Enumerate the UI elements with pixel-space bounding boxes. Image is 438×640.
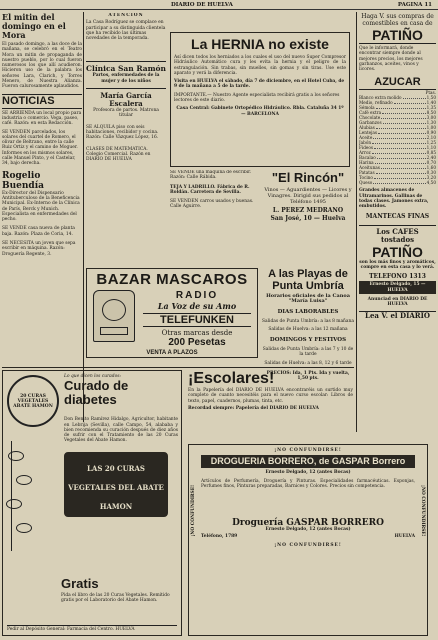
patino-brand-2: PATIÑO [372,243,423,260]
notice-arriendo: SE ARRIENDA un local propio para industria o comercio. Vega, paseo, café. Razón: en esta Redacción. [2,110,82,127]
price-item-name: Chocolate [359,115,381,121]
patino-intro: Haga V. sus compras de comestibles en casa de [361,13,434,27]
price-item-name: Patatas [359,170,375,176]
price-item-value: 1,60 [426,165,436,171]
page-header [0,0,438,10]
almacen-text: Grandes almacenes de Ultramarinos. Gallinas de todas clases. Jamones extra, embutidos. [359,188,429,210]
price-item-value: 1,00 [426,125,436,131]
playas-title: A las Playas de Punta Umbría [268,268,348,292]
price-item-value: 3,20 [426,175,436,181]
radio-illustration [93,290,135,342]
playas-row-1: Salidas de Punta Umbría: a las 8 mañana [262,318,354,324]
atencion-title: ATENCION [108,13,144,18]
notice-venden: SE VENDEN parcelados, los solares del cuartel de Romero, el olivar de Beltrano, entre la calle Ruiz Ortiz y el camino de Moguer. Informes en los mismos solares, calle Manuel Pinto, y el Castelar, 34, bajo derecha. [2,129,78,167]
drogueria-phone: Teléfono, 1789 [201,534,238,540]
price-item-value: 0,85 [426,150,436,156]
drogueria-side-left: ¡NO CONFUNDIRSE! [191,485,196,537]
bazar-slogan: La Voz de su Amo [157,301,237,311]
price-item-value: 2,40 [426,155,436,161]
price-item-name: Tocino [359,175,373,181]
price-item-name: Queso [359,180,373,186]
price-item-name: Alubias [359,125,375,131]
doctor-name: Rogelio Buendía [2,170,44,191]
notices-title: NOTICIAS [2,94,82,109]
header-title: DIARIO DE HUELVA [171,1,233,8]
alquila-notice: SE ALQUILA piso con seis habitaciones, recibidor y cocina. Razón: Calle Vázquez López, 16. [86,124,159,141]
price-item-value: 1,25 [426,140,436,146]
price-item-name: Fideos [359,145,374,151]
hernia-title: La HERNIA no existe [191,36,329,52]
playas-prices: PRECIOS: Ida, 1 Pts. Ida y vuelta, 1,50 pts. [266,371,350,382]
column-2 [86,13,166,288]
patino-address: Ernesto Delgado, 15 — HUELVA [359,281,436,294]
price-item-value: 1,10 [426,145,436,151]
escolares-ad [188,370,353,440]
playas-row-5: Salidas de Huelva: a las 8, 12 y 6 tarde [264,360,352,366]
drogueria-ad [188,444,428,636]
price-item-value: 8,50 [426,110,436,116]
plant-illustration [11,441,56,551]
clinic-sub: Partos, enfermedades de la mujer y de los niños [92,73,160,84]
drogueria-foot-address: Ernesto Delgado, 12 (antes Bocas) [265,527,351,533]
notice-joven: SE NECESITA un joven que sepa escribir en máquina. Razón: Droguería Regente, 3. [2,241,76,257]
maria-name: María García Escalera [86,88,166,108]
playas-row-3: DOMINGOS Y FESTIVOS [269,337,347,344]
doctor-body: Ex-Director del Dispensario Antituberculoso de la Beneficencia Municipal. Ex-Interno de la Clínica de París, Berck y Munich. Especialista en enfermedades del pecho. [2,190,80,223]
curas-body: Don Benito Ramírez Hidalgo, Agricultor, habitante en Lebrija (Sevilla), calle Campo, 54, alababa y bien recomienda su curación después de diez años de sufrir con el Tratamiento de las 20 Curas Vegetales del Abate Hamon. [64,417,178,444]
price-table-head: Ptas. [425,90,436,96]
price-item-name: Aceitunas [359,165,380,171]
price-item-name: Garbanzos [359,120,382,126]
column-1 [2,13,82,423]
escolares-remember: Recordad siempre: Papelería del DIARIO DE HUELVA [188,405,319,411]
price-item-name: Lentejas [359,130,378,136]
price-item-name: Bacalao [359,155,376,161]
anunciad: Anunciad en DIARIO DE HUELVA [367,296,428,308]
rincon-body: Vinos — Aguardientes — Licores y Vinagres. Dirigid sus pedidos al Teléfono 1495 [264,187,352,205]
price-item-name: Jabón [359,140,372,146]
cafes-title: Los CAFES tostados [359,225,436,244]
notice-casa: SE VENDE casa nueva de planta baja. Razón: Plaza de Coria, 14. [2,226,75,237]
curas-seal: 20 CURAS VEGETALES ABATE HAMON [7,375,59,427]
hernia-visit: Visita en HUELVA el sábado, día 7 de diciembre, en el Hotel Cuba, de 9 de la mañana a 5 de la tarde. [174,79,345,90]
price-item-name: Arroz [359,150,371,156]
azucar-title: AZUCAR [359,76,436,90]
gratis-body: Pida el libro de las 20 Curas Vegetales. Remitido gratis por el Laboratorio del Abate Hamon. [61,593,170,604]
price-item-name: Medio, refinado [359,100,393,106]
price-item-name: Blanco extra molido [359,95,402,101]
teja-notice: TEJA Y LADRILLO. Fábrica de R. Roldán. Carretera de Sevilla. [170,184,250,195]
price-item-name: Café extra [359,110,382,116]
curas-title: Curado de diabetes [64,378,129,408]
price-item-value: 1,50 [426,95,436,101]
playas-row-2: Salidas de Huelva: a las 12 mañana [268,326,348,332]
bazar-terms: VENTA A PLAZOS [146,350,198,356]
abate-hamon-ad [2,370,182,636]
drogueria-city: HUELVA [394,534,415,540]
playas-sub: Horarios oficiales de la Canoa "María Luisa" [266,293,350,305]
drogueria-title: DROGUERIA BORRERO, de GASPAR Borrero [201,455,415,468]
bazar-other: Otras marcas desde [161,329,233,337]
maria-sub: Profesora de partos. Matrona titular [93,108,159,119]
price-item-name: Aceite [359,135,373,141]
price-item-value: 1,35 [426,105,436,111]
hernia-ad [170,32,350,167]
clases-notice: CLASES DE MATEMATICA. Colegio Comercial. Razón en DIARIO DE HUELVA [86,146,151,163]
page-number: PAGINA 11 [397,1,432,8]
playas-row-4: Salidas de Punta Umbría: a las 7 y 10 de la tarde [262,347,354,358]
price-item-value: 4,50 [426,180,436,186]
rincon-ad [263,170,353,265]
atencion-body: La Casa Rodríguez se complace en participar a su distinguida clientela que ha recibido las últimas novedades de la temporada. [86,20,166,42]
price-row [359,180,436,185]
drogueria-body: Artículos de Perfumería, Droguería y Pinturas. Especialidades farmacéuticas. Esponjas, Perfumes finos, Pinturas preparadas, Barnices y Colores. Precios sin competencia. [201,478,415,489]
drogueria-address: Ernesto Delgado, 12 (antes Bocas) [265,470,351,476]
bazar-title: BAZAR MASCAROS [96,271,248,288]
patino-text: Que le informará, donde encontrar siempre donde al mejores precios, los mejores garbanzos, aceites, vinos y licores. [359,46,423,73]
curas-footer: Pedir al Depósito General: Farmacia del Centro. HUELVA [7,625,177,632]
carros-notice: SE VENDEN carros usados y buenas. Calle Aguirre. [170,199,254,210]
rincon-owner: L. PEREZ MEDRANO [272,207,344,214]
rincon-title: "El Rincón" [271,170,345,185]
price-item-value: 1,30 [426,120,436,126]
column-3-left [170,170,260,265]
price-item-value: 2,10 [426,135,436,141]
price-item-value: 0,30 [426,170,436,176]
telefunken-brand: TELEFUNKEN [143,313,251,327]
drogueria-side-right: ¡NO CONFUNDIRSE! [420,485,425,537]
article-body: El pasado domingo, a las doce de la mañana, se celebró en el Teatro Mora un mitin de propaganda de nuestro pueblo, por lo cual fueron numerosos los que allí acudieron. Hicieron uso de la palabra los señores Lara, Clarich, y Torres Menero, de Nuestra Alianza. Fueron calurosamente aplaudidos. [2,42,82,90]
clinic-name: Clínica San Ramón [86,61,166,73]
drogueria-foot-title: Droguería GASPAR BORRERO [232,518,384,529]
hernia-address: Casa Central: Gabinete Ortopédico Hidráulico. Rbla. Cataluña 34 1º — BARCELONA [176,106,344,117]
patino-brand-1: PATIÑO [359,27,436,44]
rincon-address: San José, 10 — Huelva [270,215,346,222]
price-item-value: 3,00 [426,115,436,121]
playas-daily: DIAS LABORABLES [277,308,339,315]
escolares-title: ¡Escolares! [188,370,275,387]
price-item-value: 1,40 [426,100,436,106]
hernia-body: Así dicen todos los herniados a los cuales el uso del nuevo Super Compresor Hidráulico Automático cura y les evita la hernia y el peligro de la estrangulación. Sin trabas, sin muelles, sin gomas y sin tiras. Use este aparato y verá la diferencia. [174,55,346,76]
price-item-name: Harina [359,160,374,166]
manteca-title: MANTECAS FINAS [365,212,430,220]
curas-badge: LAS 20 CURAS VEGETALES DEL ABATE HAMON [64,452,168,517]
gratis-title: Gratis [61,576,99,591]
price-table [359,95,436,185]
cafes-text: son los más finos y aromáticos, compre en esta casa y lo verá. [359,259,436,270]
bazar-ad [86,268,258,358]
price-item-name: Sémola [359,105,375,111]
article-title: El mitin del domingo en el Mora [2,13,66,40]
price-item-value: 0,70 [426,160,436,166]
drogueria-banner-top: ¡NO CONFUNDIRSE! [274,448,342,453]
hernia-important: IMPORTANTE.— Nuestro Agente especialista recibirá gratis a los señores lectores de este diario. [174,92,340,104]
bazar-price: 200 Pesetas [168,337,226,348]
escolares-body: En la Papelería del DIARIO DE HUELVA encontraréis un surtido muy completo de cuanto necesitéis para el nuevo curso escolar: Libros de texto, papel, cuadernos, plumas, tinta, etc. [188,388,353,404]
telefono: TELEFONO 1313 [369,273,426,281]
lea-diario: Lea V. el DIARIO [359,311,436,320]
column-5 [359,13,436,433]
price-item-value: 0,90 [426,130,436,136]
radio-label: RADIO [175,290,219,301]
drogueria-banner-bottom: ¡NO CONFUNDIRSE! [274,542,342,548]
maquina-notice: SE VENDE una máquina de escribir. Razón: Calle Rábida. [170,170,252,181]
curas-top: Lo que dicen los curados: [64,374,121,379]
